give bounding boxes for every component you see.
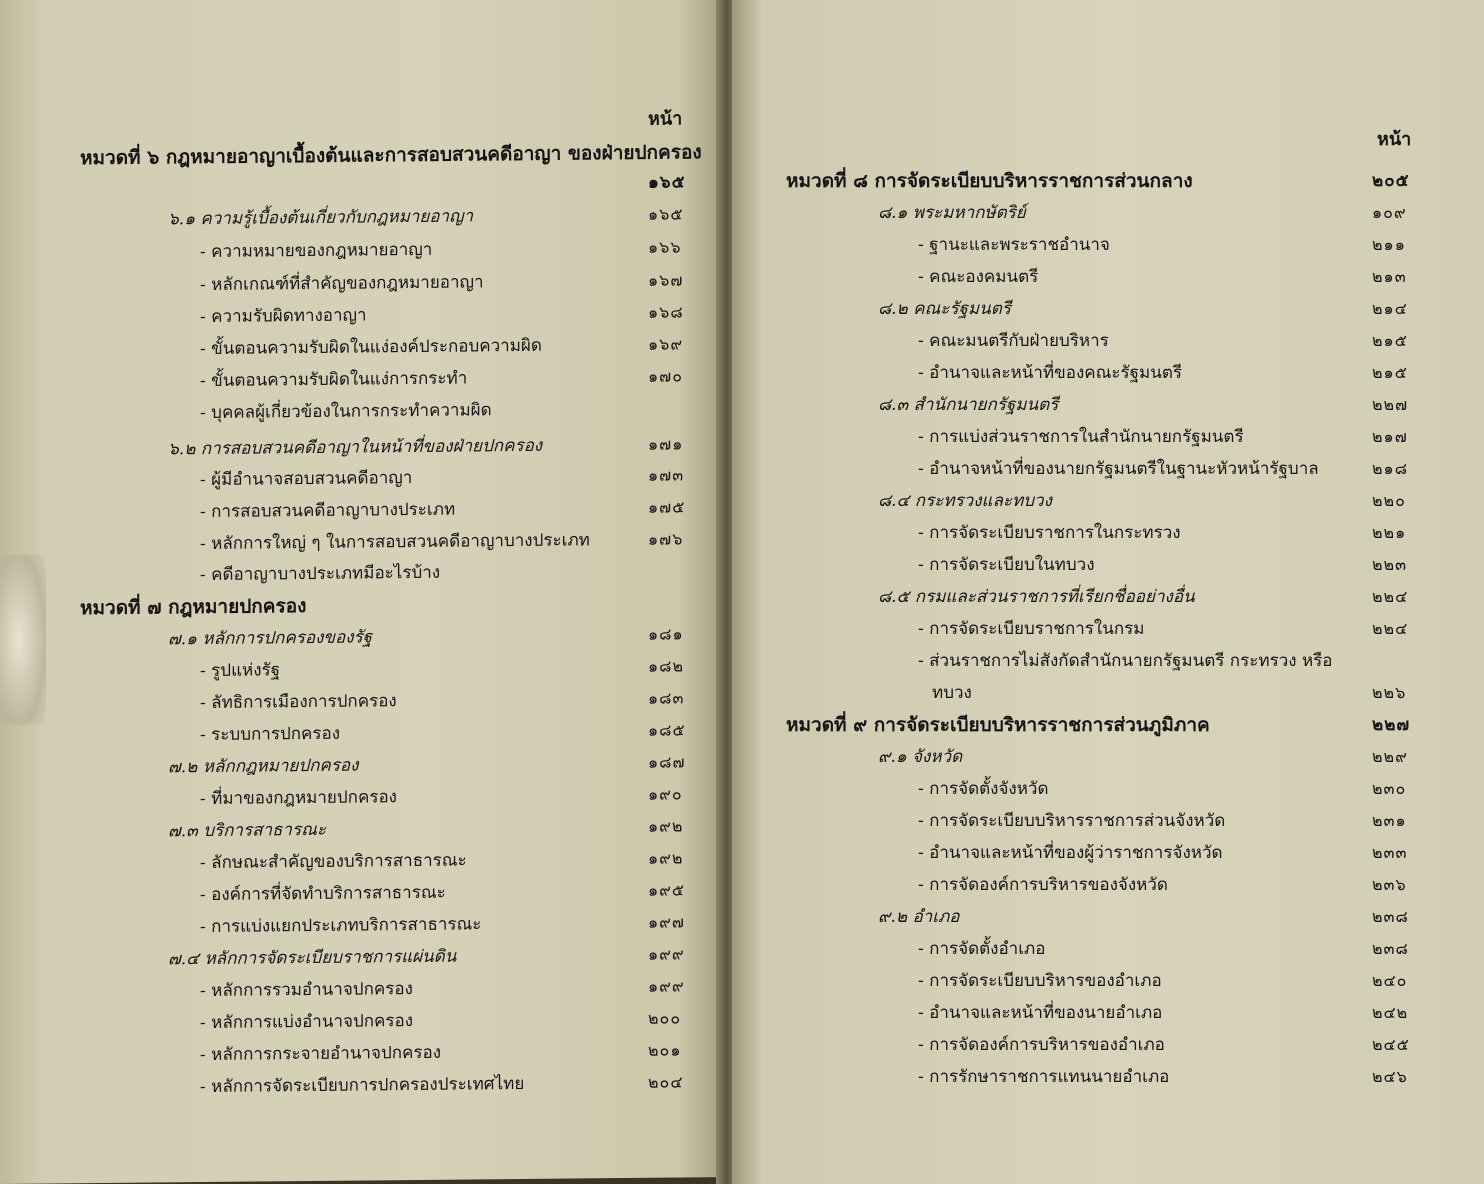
toc-page-number: ๑๘๒: [648, 656, 685, 676]
toc-page-number: ๑๙๒: [648, 816, 684, 836]
toc-item-row: [0, 655, 708, 682]
toc-page-number: ๑๘๗: [648, 752, 686, 772]
toc-page-number: ๒๓๖: [1372, 875, 1407, 894]
toc-entry-title: ๘.๑ พระมหากษัตริย์: [878, 203, 1026, 223]
toc-page-number: ๒๑๑: [1372, 235, 1406, 254]
toc-entry-title: หมวดที่ ๘ การจัดระเบียบบริหารราชการส่วนกลาง: [786, 170, 1193, 192]
toc-entry-title: - การสอบสวนคดีอาญาบางประเภท: [200, 499, 456, 523]
toc-entry-title: - หลักการใหญ่ ๆ ในการสอบสวนคดีอาญาบางประเภท: [200, 530, 590, 555]
toc-chapter-row: [0, 171, 708, 193]
toc-page-number: ๑๗๐: [648, 366, 683, 386]
toc-entry-title: ๗.๔ หลักการจัดระเบียบราชการแผ่นดิน: [168, 946, 457, 970]
toc-page-number: ๑๖๖: [648, 237, 682, 257]
paper-stain: [0, 555, 46, 725]
toc-page-number: ๑๖๘: [648, 302, 684, 322]
toc-page-number: ๒๔๐: [1372, 971, 1408, 990]
toc-page-number: ๒๓๘: [1372, 907, 1409, 926]
toc-chapter-row: [0, 141, 708, 170]
toc-page-number: ๒๒๖: [1372, 683, 1407, 702]
toc-page-number: ๒๑๓: [1372, 267, 1407, 286]
toc-page-number: ๑๙๗: [648, 912, 685, 932]
toc-page-number: ๒๐๔: [648, 1072, 684, 1092]
toc-entry-title: - หลักเกณฑ์ที่สำคัญของกฎหมายอาญา: [200, 272, 484, 296]
toc-page-number: ๒๔๒: [1372, 1003, 1409, 1022]
toc-entry-title: - การจัดตั้งอำเภอ: [918, 939, 1046, 959]
toc-entry-title: - การจัดองค์การบริหารของจังหวัด: [918, 875, 1168, 895]
toc-page-number: ๒๒๐: [1372, 491, 1406, 510]
toc-page-number: ๒๒๗: [1372, 395, 1409, 414]
toc-page-number: ๒๒๑: [1372, 523, 1407, 542]
toc-item-row: [0, 301, 708, 328]
toc-page-number: ๒๐๑: [648, 1040, 682, 1060]
toc-item-row: [0, 783, 708, 810]
toc-item-row: [0, 1007, 708, 1034]
toc-item-row: [0, 559, 708, 586]
toc-item-row: [0, 975, 708, 1002]
toc-entry-title: - หลักการแบ่งอำนาจปกครอง: [200, 1011, 414, 1034]
toc-item-row: [0, 1071, 708, 1098]
toc-page-number: ๒๑๗: [1372, 427, 1408, 446]
toc-item-row: [0, 1039, 708, 1066]
toc-section-row: [0, 815, 708, 842]
toc-section-row: [0, 623, 708, 650]
toc-page-number: ๒๒๓: [1372, 555, 1408, 574]
toc-entry-title: ๙.๑ จังหวัด: [878, 747, 963, 767]
toc-entry-title: ๗.๓ บริการสาธารณะ: [168, 819, 326, 842]
toc-section-row: [0, 943, 708, 970]
toc-item-row: [0, 528, 708, 555]
toc-item-row: [0, 333, 708, 360]
toc-page-number: ๒๒๔: [1372, 587, 1409, 606]
toc-page-number: ๑๘๕: [648, 720, 686, 740]
toc-page-number: ๒๑๘: [1372, 459, 1409, 478]
toc-entry-title: - หลักการกระจายอำนาจปกครอง: [200, 1042, 442, 1066]
toc-entry-title: ๗.๒ หลักกฎหมายปกครอง: [168, 755, 359, 778]
page-column-header: หน้า: [1377, 129, 1412, 150]
toc-page-number: ๒๑๕: [1372, 331, 1408, 350]
toc-entry-title: - ความหมายของกฎหมายอาญา: [200, 239, 433, 263]
toc-item-row: [0, 365, 708, 392]
toc-item-row: [0, 879, 708, 906]
toc-entry-title: - อำนาจและหน้าที่ของคณะรัฐมนตรี: [918, 363, 1183, 383]
toc-item-row: [0, 719, 708, 746]
toc-entry-title: - ขั้นตอนความรับผิดในแง่องค์ประกอบความผิด: [200, 335, 542, 360]
toc-page-number: ๑๗๕: [648, 497, 686, 517]
toc-item-row: [0, 687, 708, 714]
toc-entry-title: - อำนาจและหน้าที่ของผู้ว่าราชการจังหวัด: [918, 843, 1223, 863]
toc-entry-title: หมวดที่ ๙ การจัดระเบียบบริหารราชการส่วนภูมิภาค: [786, 714, 1210, 736]
toc-page-number: ๒๓๘: [1372, 939, 1409, 958]
toc-section-row: [0, 203, 708, 230]
toc-page-number: ๑๘๓: [648, 688, 685, 708]
toc-entry-title: - องค์การที่จัดทำบริการสาธารณะ: [200, 882, 446, 906]
toc-page-number: ๒๑๔: [1372, 299, 1408, 318]
toc-entry-title: ๘.๔ กระทรวงและทบวง: [878, 491, 1052, 511]
toc-page-number: ๑๐๙: [1372, 203, 1407, 222]
toc-entry-title: - การจัดระเบียบบริหารของอำเภอ: [918, 971, 1162, 991]
toc-entry-title: ทบวง: [932, 683, 972, 703]
toc-page-number: ๑๖๙: [648, 334, 684, 354]
toc-entry-title: - การแบ่งส่วนราชการในสำนักนายกรัฐมนตรี: [918, 427, 1244, 447]
toc-item-row: [0, 269, 708, 296]
toc-entry-title: - อำนาจและหน้าที่ของนายอำเภอ: [918, 1003, 1163, 1023]
toc-page-number: ๑๘๑: [648, 624, 684, 644]
toc-page-number: ๑๙๒: [648, 848, 684, 868]
toc-entry-title: - หลักการจัดระเบียบการปกครองประเทศไทย: [200, 1073, 525, 1098]
toc-page-number: ๑๖๗: [648, 270, 684, 290]
toc-entry-title: - ฐานะและพระราชอำนาจ: [918, 235, 1110, 255]
toc-page-number: ๑๖๕: [648, 172, 686, 193]
toc-page-number: ๒๐๕: [1372, 171, 1410, 191]
toc-page-number: ๑๙๕: [648, 880, 685, 900]
toc-entry-title: - ความรับผิดทางอาญา: [200, 305, 367, 328]
toc-page-number: ๒๒๙: [1372, 747, 1408, 766]
toc-entry-title: - บุคคลผู้เกี่ยวข้องในการกระทำความผิด: [200, 400, 492, 424]
toc-entry-title: - การจัดตั้งจังหวัด: [918, 779, 1049, 799]
toc-chapter-row: [0, 591, 708, 620]
toc-entry-title: ๗.๑ หลักการปกครองของรัฐ: [168, 627, 373, 650]
toc-entry-title: - ขั้นตอนความรับผิดในแง่การกระทำ: [200, 368, 468, 392]
toc-page-number: ๒๒๔: [1372, 619, 1409, 638]
toc-entry-title: - คณะองคมนตรี: [918, 267, 1039, 287]
toc-entry-title: - ผู้มีอำนาจสอบสวนคดีอาญา: [200, 468, 413, 491]
toc-page-number: ๑๗๖: [648, 529, 684, 549]
toc-page-number: ๑๗๑: [648, 434, 684, 454]
toc-entry-title: - ลัทธิการเมืองการปกครอง: [200, 691, 397, 714]
toc-entry-title: ๘.๓ สำนักนายกรัฐมนตรี: [878, 395, 1059, 415]
toc-item-row: [0, 397, 708, 424]
toc-page-number: ๒๐๐: [648, 1008, 682, 1028]
toc-page-number: ๒๑๕: [1372, 363, 1408, 382]
toc-entry-title: - คณะมนตรีกับฝ่ายบริหาร: [918, 331, 1109, 351]
toc-page-number: ๒๓๑: [1372, 811, 1407, 830]
toc-entry-title: หมวดที่ ๖ กฎหมายอาญาเบื้องต้นและการสอบสวนคดีอาญา ของฝ่ายปกครอง: [80, 141, 702, 170]
right-page: [732, 0, 1484, 1184]
toc-entry-title: - ระบบการปกครอง: [200, 723, 341, 746]
toc-entry-title: - การจัดระเบียบราชการในกระทรวง: [918, 523, 1181, 543]
toc-page-number: ๒๔๖: [1372, 1067, 1408, 1086]
toc-item-row: [0, 496, 708, 523]
toc-item-row: [0, 847, 708, 874]
toc-entry-title: - ส่วนราชการไม่สังกัดสำนักนายกรัฐมนตรี กระทรวง หรือ: [918, 651, 1333, 671]
left-page: [0, 0, 722, 1184]
toc-section-row: [0, 751, 708, 778]
toc-page-number: ๑๙๙: [648, 976, 685, 996]
toc-page-number: ๑๖๕: [648, 204, 684, 224]
toc-item-row: [0, 911, 708, 938]
toc-entry-title: - การจัดระเบียบในทบวง: [918, 555, 1095, 575]
page-column-header: หน้า: [648, 108, 683, 130]
toc-item-row: [0, 464, 708, 491]
toc-entry-title: - การแบ่งแยกประเภทบริการสาธารณะ: [200, 914, 482, 938]
toc-entry-title: - อำนาจหน้าที่ของนายกรัฐมนตรีในฐานะหัวหน้ารัฐบาล: [918, 459, 1319, 479]
toc-page-number: ๑๙๙: [648, 944, 685, 964]
toc-page-number: ๒๓๐: [1372, 779, 1407, 798]
toc-entry-title: - การจัดระเบียบบริหารราชการส่วนจังหวัด: [918, 811, 1226, 831]
toc-entry-title: ๙.๒ อำเภอ: [878, 907, 960, 927]
toc-entry-title: ๘.๕ กรมและส่วนราชการที่เรียกชื่ออย่างอื่น: [878, 587, 1195, 607]
toc-entry-title: - คดีอาญาบางประเภทมีอะไรบ้าง: [200, 562, 441, 586]
toc-entry-title: - การรักษาราชการแทนนายอำเภอ: [918, 1067, 1170, 1087]
toc-page-number: ๑๗๓: [648, 465, 685, 485]
toc-page-number: ๑๙๐: [648, 784, 683, 804]
toc-entry-title: ๖.๒ การสอบสวนคดีอาญาในหน้าที่ของฝ่ายปกครอง: [168, 435, 543, 460]
toc-entry-title: - หลักการรวมอำนาจปกครอง: [200, 979, 413, 1002]
toc-entry-title: หมวดที่ ๗ กฎหมายปกครอง: [80, 595, 307, 620]
toc-page-number: ๒๒๗: [1372, 715, 1411, 735]
toc-page-number: ๒๓๓: [1372, 843, 1408, 862]
toc-page-number: ๒๔๕: [1372, 1035, 1410, 1054]
toc-item-row: [0, 236, 708, 263]
toc-entry-title: ๖.๑ ความรู้เบื้องต้นเกี่ยวกับกฎหมายอาญา: [168, 206, 474, 230]
toc-entry-title: - รูปแห่งรัฐ: [200, 660, 281, 682]
toc-section-row: [0, 433, 708, 460]
toc-entry-title: - ลักษณะสำคัญของบริการสาธารณะ: [200, 850, 467, 874]
toc-entry-title: - ที่มาของกฎหมายปกครอง: [200, 787, 397, 810]
toc-entry-title: ๘.๒ คณะรัฐมนตรี: [878, 299, 1011, 319]
toc-entry-title: - การจัดระเบียบราชการในกรม: [918, 619, 1145, 639]
toc-entry-title: - การจัดองค์การบริหารของอำเภอ: [918, 1035, 1165, 1055]
